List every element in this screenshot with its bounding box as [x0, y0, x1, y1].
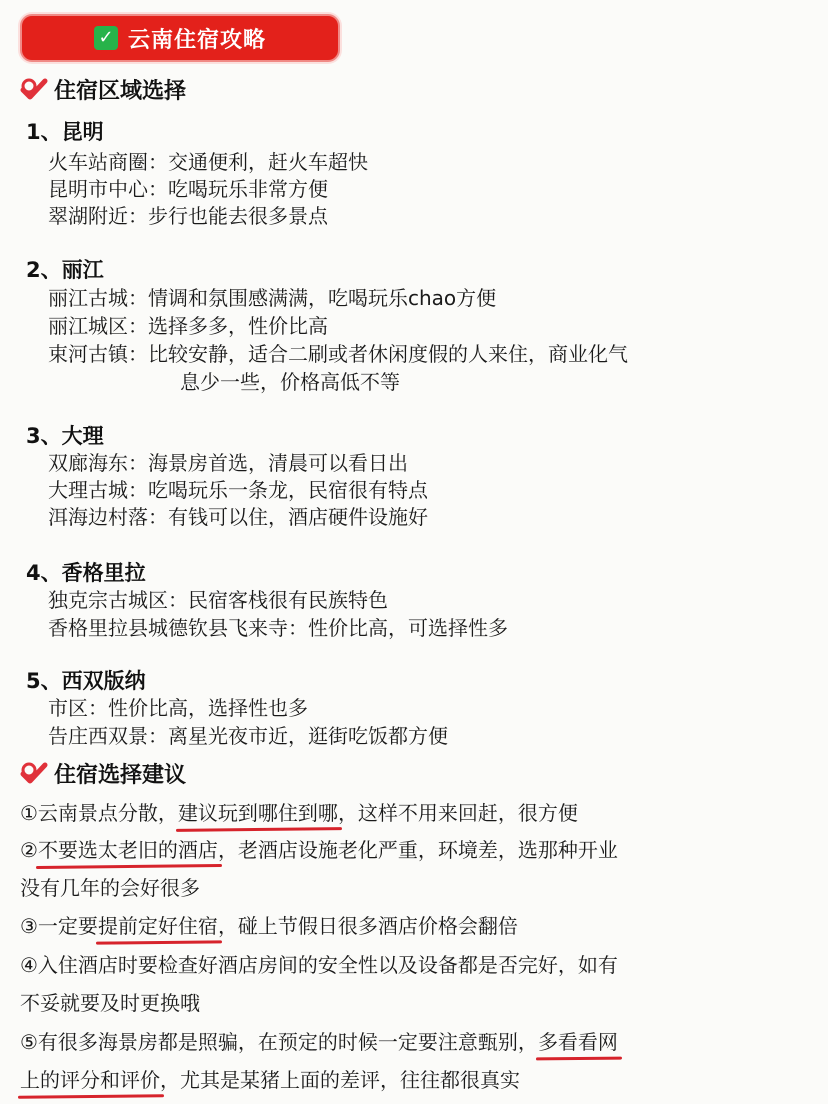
checkmark-pin-icon — [20, 761, 48, 787]
section-heading-area — [20, 758, 186, 789]
title-badge — [20, 14, 340, 62]
city-heading: 2、丽江 — [26, 258, 104, 282]
tip-text: ，碰上节假日很多酒店价格会翻倍 — [217, 914, 518, 938]
city-heading: 4、香格里拉 — [26, 561, 146, 585]
city-line: 束河古镇：比较安静，适合二刷或者休闲度假的人来住，商业化气 — [48, 342, 628, 366]
tip-highlight: 多看看网 — [537, 1030, 618, 1054]
section-heading: 住宿区域选择 — [54, 79, 187, 104]
tip-line — [20, 797, 578, 826]
tip-text: ，老酒店设施老化严重，环境差，选那种开业 — [217, 838, 618, 862]
tip-highlight: 不要选太老旧的酒店 — [37, 838, 218, 862]
tip-text: ⑤有很多海景房都是照骗，在预定的时候一定要注意甄别， — [20, 1030, 538, 1054]
tip-text: ③一定要 — [20, 914, 98, 938]
tip-line: 不妥就要及时更换哦 — [20, 991, 200, 1015]
city-line: 火车站商圈：交通便利，赶火车超快 — [48, 150, 368, 174]
page-title: 云南住宿攻略 — [127, 27, 266, 53]
tip-line — [20, 910, 518, 939]
city-line: 昆明市中心：吃喝玩乐非常方便 — [48, 177, 328, 201]
city-line: 丽江城区：选择多多，性价比高 — [48, 314, 328, 338]
city-line: 息少一些，价格高低不等 — [180, 370, 400, 394]
tip-highlight: 建议玩到哪住到哪 — [177, 801, 338, 825]
city-line: 丽江古城：情调和氛围感满满，吃喝玩乐chao方便 — [48, 286, 497, 310]
check-icon: ✓ — [94, 26, 118, 50]
city-line: 香格里拉县城德钦县飞来寺：性价比高，可选择性多 — [48, 616, 508, 640]
city-line: 翠湖附近：步行也能去很多景点 — [48, 204, 328, 228]
tip-text: ② — [20, 838, 38, 862]
tip-text: ，尤其是某猪上面的差评，往往都很真实 — [160, 1068, 520, 1092]
city-line: 告庄西双景：离星光夜市近，逛街吃饭都方便 — [48, 724, 448, 748]
city-line: 大理古城：吃喝玩乐一条龙，民宿很有特点 — [48, 478, 428, 502]
section-heading: 住宿选择建议 — [54, 763, 187, 788]
tip-text: ①云南景点分散， — [20, 801, 178, 825]
city-line: 洱海边村落：有钱可以住，酒店硬件设施好 — [48, 505, 428, 529]
city-line: 双廊海东：海景房首选，清晨可以看日出 — [48, 451, 408, 475]
tip-line: ④入住酒店时要检查好酒店房间的安全性以及设备都是否完好，如有 — [20, 953, 618, 977]
tip-line: 没有几年的会好很多 — [20, 876, 200, 900]
city-line: 市区：性价比高，选择性也多 — [48, 696, 308, 720]
section-heading-area — [20, 74, 186, 105]
tip-highlight: 上的评分和评价 — [20, 1068, 160, 1092]
tip-line — [20, 1064, 520, 1093]
tip-text: ，这样不用来回赶，很方便 — [337, 801, 578, 825]
city-heading: 5、西双版纳 — [26, 669, 146, 693]
tip-highlight: 提前定好住宿 — [97, 914, 218, 938]
city-heading: 3、大理 — [26, 424, 104, 448]
city-heading: 1、昆明 — [26, 120, 104, 144]
tip-line — [20, 1026, 618, 1055]
city-line: 独克宗古城区：民宿客栈很有民族特色 — [48, 588, 388, 612]
checkmark-pin-icon — [20, 77, 48, 103]
tip-line — [20, 834, 618, 863]
